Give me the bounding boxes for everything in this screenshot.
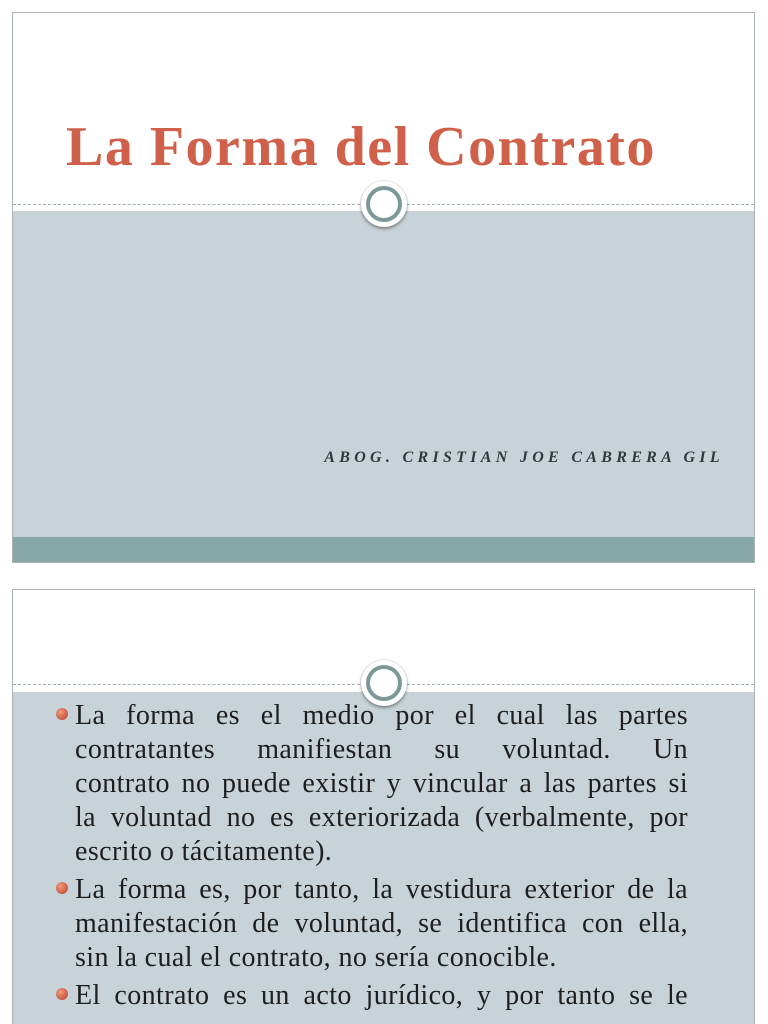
title-slide bbox=[12, 12, 755, 563]
ring-icon bbox=[366, 186, 402, 222]
bullet-item bbox=[75, 873, 688, 975]
ring-icon bbox=[366, 665, 402, 701]
bullet-line: La forma es el medio por el cual las partes bbox=[75, 700, 688, 731]
content-panel bbox=[13, 211, 754, 537]
circle-ornament-icon bbox=[361, 181, 407, 227]
bullet-list bbox=[75, 699, 688, 1017]
content-slide bbox=[12, 589, 755, 1024]
bullet-item bbox=[75, 979, 688, 1013]
presenter-name: ABOG. CRISTIAN JOE CABRERA GIL bbox=[324, 449, 724, 466]
footer-band bbox=[13, 537, 754, 562]
bullet-line: la voluntad no es exteriorizada (verbalmente, por bbox=[75, 802, 688, 833]
bullet-line: sin la cual el contrato, no sería conocible. bbox=[75, 942, 557, 973]
bullet-line: El contrato es un acto jurídico, y por tanto se le bbox=[75, 980, 688, 1011]
bullet-dot-icon bbox=[56, 882, 68, 894]
bullet-line: manifestación de voluntad, se identifica con ella, bbox=[75, 908, 688, 939]
bullet-item bbox=[75, 699, 688, 869]
bullet-line: contratantes manifiestan su voluntad. Un bbox=[75, 734, 688, 765]
bullet-line: La forma es, por tanto, la vestidura exterior de la bbox=[75, 874, 688, 905]
bullet-line: escrito o tácitamente). bbox=[75, 836, 333, 867]
bullet-dot-icon bbox=[56, 708, 68, 720]
bullet-dot-icon bbox=[56, 988, 68, 1000]
slide-title: La Forma del Contrato bbox=[66, 116, 656, 178]
bullet-line: contrato no puede existir y vincular a las partes si bbox=[75, 768, 688, 799]
